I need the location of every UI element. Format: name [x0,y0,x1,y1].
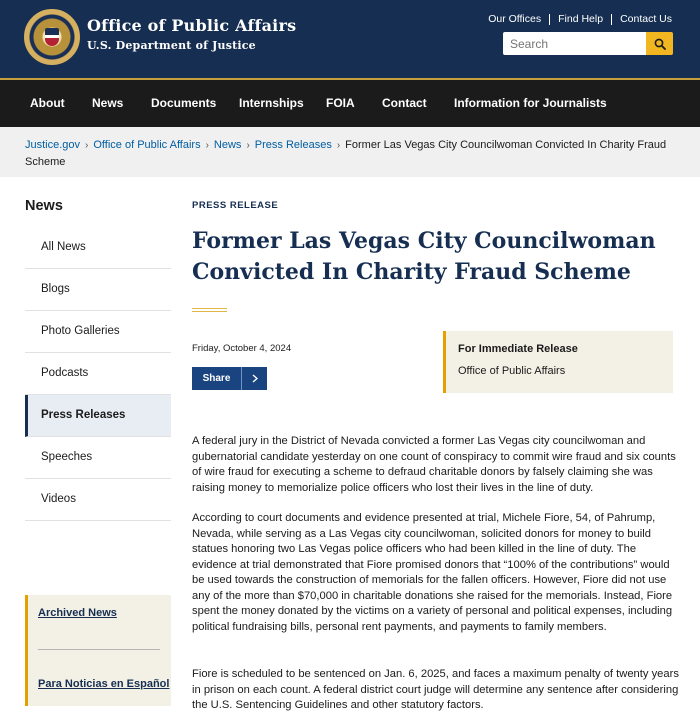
sidebar-item-blogs[interactable]: Blogs [25,269,171,311]
share-toggle[interactable] [241,367,267,390]
chevron-right-icon: › [85,140,89,151]
nav-foia[interactable]: FOIA [326,96,355,110]
our-offices-link[interactable]: Our Offices [488,13,542,25]
sidebar-item-all-news[interactable]: All News [25,227,171,269]
site-header [0,0,700,78]
article-eyebrow: PRESS RELEASE [192,200,279,211]
breadcrumb [25,137,680,170]
article-paragraph: According to court documents and evidence presented at trial, Michele Fiore, 54, of Pahrump, Nevada, while serving as a Las Vegas city councilwoman, solicited donors for money to build statues honoring two Las Vegas police officers who had been killed in the line of duty. The evidence at trial demonstrated that Fiore promised donors that “100% of the contributions” would be used towards the construction of memorials for the fallen officers. However, Fiore did not use any of the more than $70,000 in charitable donations she raised for the memorials. Instead, Fiore spent the money donated by the victims on a variety of personal and political expenses, including political fundraising bills, personal rent payments, and payments to family members. [192,512,673,633]
sidebar-item-podcasts[interactable]: Podcasts [25,353,171,395]
breadcrumb-news[interactable]: News [213,139,242,151]
release-office: Office of Public Affairs [458,365,566,377]
sidebar-nav [25,227,171,521]
breadcrumb-bar [0,127,700,177]
seal-shield-icon [45,28,59,46]
main-nav [0,80,700,127]
search-button[interactable] [646,32,673,55]
chevron-right-icon: › [336,140,341,151]
office-title[interactable]: Office of Public Affairs [87,16,297,35]
nav-internships[interactable]: Internships [239,96,304,110]
department-title[interactable]: U.S. Department of Justice [87,39,256,52]
article-date: Friday, October 4, 2024 [192,343,292,354]
contact-us-link[interactable]: Contact Us [611,14,672,25]
sidebar-title: News [25,198,63,214]
nav-contact[interactable]: Contact [382,96,427,110]
release-title: For Immediate Release [458,343,578,355]
find-help-link[interactable]: Find Help [549,14,611,25]
breadcrumb-current: Former Las Vegas City Councilwoman Convicted In Charity Fraud Scheme [25,139,667,168]
page-title: Former Las Vegas City Councilwoman Convicted In Charity Fraud Scheme [192,228,656,285]
sidebar-item-videos[interactable]: Videos [25,479,171,521]
chevron-right-icon: › [205,140,209,151]
nav-news[interactable]: News [92,96,124,110]
article-paragraph: A federal jury in the District of Nevada convicted a former Las Vegas city councilwoman and gubernatorial candidate yesterday on one count of conspiracy to commit wire fraud and six counts of wire fraud for executing a scheme to defraud charitable donors by falsely claiming she was raising money to memorialize police officers who lost their lives in the line of duty. [192,435,676,494]
chevron-right-icon [252,374,258,383]
sidebar-links-box [25,595,171,706]
sidebar-item-speeches[interactable]: Speeches [25,437,171,479]
share-label: Share [202,373,231,384]
article-paragraph: Fiore is scheduled to be sentenced on Jan. 6, 2025, and faces a maximum penalty of twenty years in prison on each count. A federal district court judge will determine any sentence after considering the U.S. Sentencing Guidelines and other statutory factors. [192,668,679,711]
nav-information-for-journalists[interactable]: Information for Journalists [454,96,607,110]
release-info-box [443,331,673,393]
nav-about[interactable]: About [30,96,65,110]
chevron-right-icon: › [246,140,250,151]
search-icon [654,38,666,50]
title-underline [192,308,227,312]
utility-links [480,14,672,25]
breadcrumb-justice-gov[interactable]: Justice.gov [25,139,81,151]
share-button[interactable] [192,367,267,390]
spanish-news-link[interactable]: Para Noticias en Español [38,678,170,690]
sidebar-item-photo-galleries[interactable]: Photo Galleries [25,311,171,353]
doj-seal-icon[interactable] [24,9,80,65]
breadcrumb-office-of-public-affairs[interactable]: Office of Public Affairs [93,139,201,151]
nav-documents[interactable]: Documents [151,96,217,110]
breadcrumb-press-releases[interactable]: Press Releases [254,139,332,151]
sidebar-item-press-releases[interactable]: Press Releases [25,395,171,437]
search-input[interactable] [503,32,646,55]
sidebar-box-divider [38,649,160,650]
archived-news-link[interactable]: Archived News [38,607,117,619]
